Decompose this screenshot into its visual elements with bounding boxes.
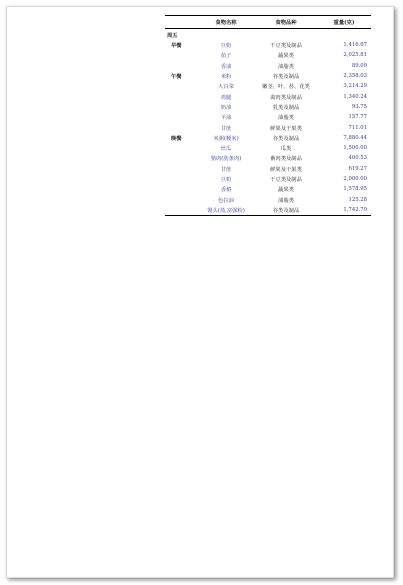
table-row xyxy=(165,122,371,132)
food-type: 谷类及制品 xyxy=(272,74,300,81)
food-type: 乳类及制品 xyxy=(272,104,300,111)
food-type: 鲜果及干果类 xyxy=(270,125,302,132)
food-type: 禽肉类及制品 xyxy=(270,94,302,101)
food-type: 瓜类 xyxy=(280,146,292,153)
food-type: 蔬果类 xyxy=(278,187,294,194)
table-row xyxy=(165,40,371,50)
table-row xyxy=(165,194,371,204)
food-type: 鲜果及干果类 xyxy=(270,166,302,173)
header-food-name: 食物名称 xyxy=(215,20,237,26)
food-weight: 93.75 xyxy=(351,103,367,110)
food-type: 谷类及制品 xyxy=(272,135,300,142)
food-type: 谷类及制品 xyxy=(272,207,300,214)
food-weight: 1,742.79 xyxy=(343,206,367,213)
food-weight: 1,416.67 xyxy=(343,42,367,49)
food-weight: 1,578.95 xyxy=(343,186,367,193)
food-weight: 2,000.00 xyxy=(343,176,367,182)
table-row xyxy=(165,91,371,101)
meal-label: 晚餐 xyxy=(171,135,182,142)
table-row xyxy=(165,205,371,215)
food-name: 茄子 xyxy=(220,53,232,60)
food-type: 油脂类 xyxy=(278,115,294,122)
document-page xyxy=(6,6,394,578)
food-type: 蔬果类 xyxy=(278,53,294,60)
food-weight: 3,214.29 xyxy=(343,83,367,90)
table-row xyxy=(165,112,371,122)
food-table xyxy=(165,15,371,216)
table-row xyxy=(165,164,371,174)
food-weight: 400.53 xyxy=(348,155,367,162)
day-row xyxy=(165,29,371,40)
food-weight: 157.77 xyxy=(348,114,367,121)
food-weight: 1,340.24 xyxy=(343,93,367,100)
food-type: 油脂类 xyxy=(278,63,294,70)
food-type: 干豆类及制品 xyxy=(270,43,302,50)
food-type: 干豆类及制品 xyxy=(270,177,302,183)
day-label: 周五 xyxy=(167,32,178,39)
food-weight: 619.27 xyxy=(348,165,367,172)
meal-label: 早餐 xyxy=(171,43,182,50)
food-name: 大白菜 xyxy=(218,84,234,91)
food-name: 甘蔗 xyxy=(220,166,232,173)
food-weight: 2,358.03 xyxy=(343,73,367,80)
food-name: 鸡腿 xyxy=(220,94,232,101)
table-row xyxy=(165,81,371,91)
food-weight: 1,500.00 xyxy=(343,145,367,152)
food-name: 米粥(粳米) xyxy=(213,135,239,142)
food-name: 香油 xyxy=(220,63,232,70)
food-name: 色拉油 xyxy=(218,197,234,204)
table-body xyxy=(165,40,371,215)
table-row xyxy=(165,153,371,163)
food-weight: 7,880.44 xyxy=(343,134,367,141)
header-weight: 重量(克) xyxy=(333,20,355,26)
food-name: 豆奶 xyxy=(220,177,232,183)
table-header xyxy=(165,16,371,28)
table-row xyxy=(165,71,371,81)
food-type: 畜肉类及制品 xyxy=(270,156,302,163)
table-row xyxy=(165,50,371,60)
food-name: 米粉 xyxy=(220,74,232,81)
food-name: 甘蔗 xyxy=(220,125,232,132)
food-name: 香椿 xyxy=(220,187,232,194)
food-weight: 125.28 xyxy=(348,196,367,203)
food-weight: 711.01 xyxy=(348,124,367,131)
table-row xyxy=(165,184,371,194)
table-row xyxy=(165,143,371,153)
header-food-type: 食物品种 xyxy=(275,20,297,26)
table-row xyxy=(165,102,371,112)
meal-label: 午餐 xyxy=(171,74,182,81)
food-name: 猪肉(肋条肉) xyxy=(210,156,242,163)
table-row xyxy=(165,61,371,71)
food-name: 馒头(蒸,富强粉) xyxy=(207,207,245,214)
food-name: 奶油 xyxy=(220,104,232,111)
food-name: 豆奶 xyxy=(220,43,232,50)
food-type: 油脂类 xyxy=(278,197,294,204)
food-type: 嫩茎、叶、苔、花类 xyxy=(262,84,310,91)
table-row xyxy=(165,133,371,143)
food-weight: 89.09 xyxy=(351,62,367,69)
table-row xyxy=(165,174,371,184)
food-weight: 2,025.81 xyxy=(343,52,367,59)
food-name: 丝瓜 xyxy=(220,146,232,153)
food-name: 羊油 xyxy=(220,115,232,122)
table-bottom-rule xyxy=(165,215,371,216)
